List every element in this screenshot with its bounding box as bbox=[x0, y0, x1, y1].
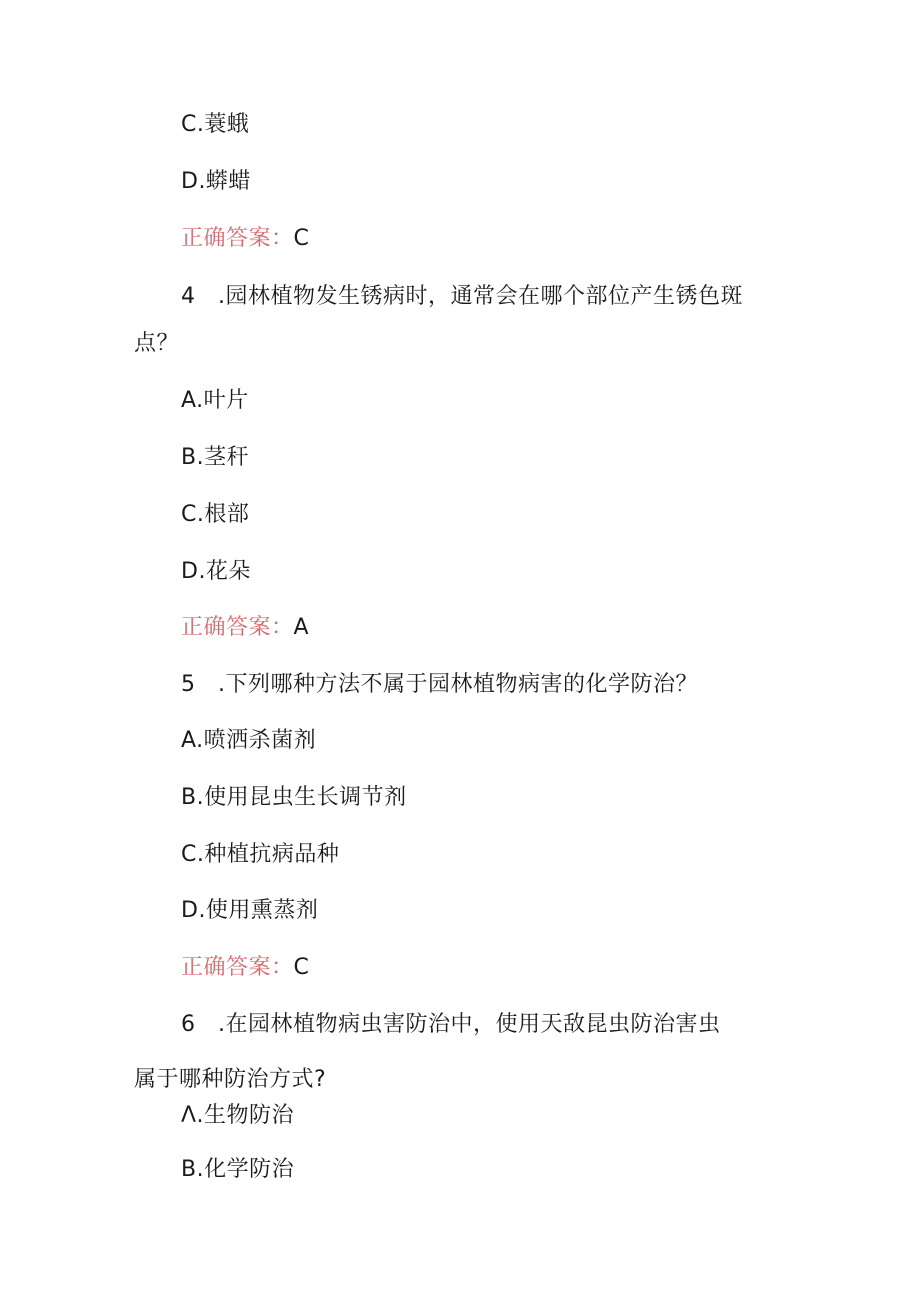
question-6-line-2: 属于哪种防治方式? bbox=[134, 1067, 327, 1092]
option-c: C.蓑蛾 bbox=[181, 112, 250, 137]
answer-value: C bbox=[293, 955, 310, 980]
q4-option-d: D.花朵 bbox=[181, 559, 251, 584]
q5-option-c: C.种植抗病品种 bbox=[181, 842, 340, 867]
q6-option-a: Λ.生物防治 bbox=[181, 1103, 295, 1128]
question-4-line-1: 4 .园林植物发生锈病时，通常会在哪个部位产生锈色斑 bbox=[181, 284, 743, 309]
answer-value: C bbox=[293, 226, 310, 251]
q5-option-b: B.使用昆虫生长调节剂 bbox=[181, 785, 407, 810]
question-5-line-1: 5 .下列哪种方法不属于园林植物病害的化学防治？ bbox=[181, 672, 698, 697]
q6-option-b: B.化学防治 bbox=[181, 1157, 295, 1182]
q4-option-c: C.根部 bbox=[181, 502, 250, 527]
answer-label: 正确答案： bbox=[181, 226, 294, 251]
answer-value: A bbox=[293, 615, 310, 640]
q4-option-b: B.茎秆 bbox=[181, 445, 250, 470]
q4-option-a: A.叶片 bbox=[181, 388, 249, 413]
q5-option-a: A.喷洒杀菌剂 bbox=[181, 728, 317, 753]
answer-line-q4 bbox=[181, 614, 309, 642]
answer-line-q3 bbox=[181, 225, 309, 253]
question-4-line-2: 点？ bbox=[134, 331, 180, 356]
answer-label: 正确答案： bbox=[181, 955, 294, 980]
q5-option-d: D.使用熏蒸剂 bbox=[181, 898, 319, 923]
question-6-line-1: 6 .在园林植物病虫害防治中，使用天敌昆虫防治害虫 bbox=[181, 1012, 721, 1037]
answer-line-q5 bbox=[181, 954, 309, 982]
option-d: D.蟒蜡 bbox=[181, 169, 251, 194]
answer-label: 正确答案： bbox=[181, 615, 294, 640]
